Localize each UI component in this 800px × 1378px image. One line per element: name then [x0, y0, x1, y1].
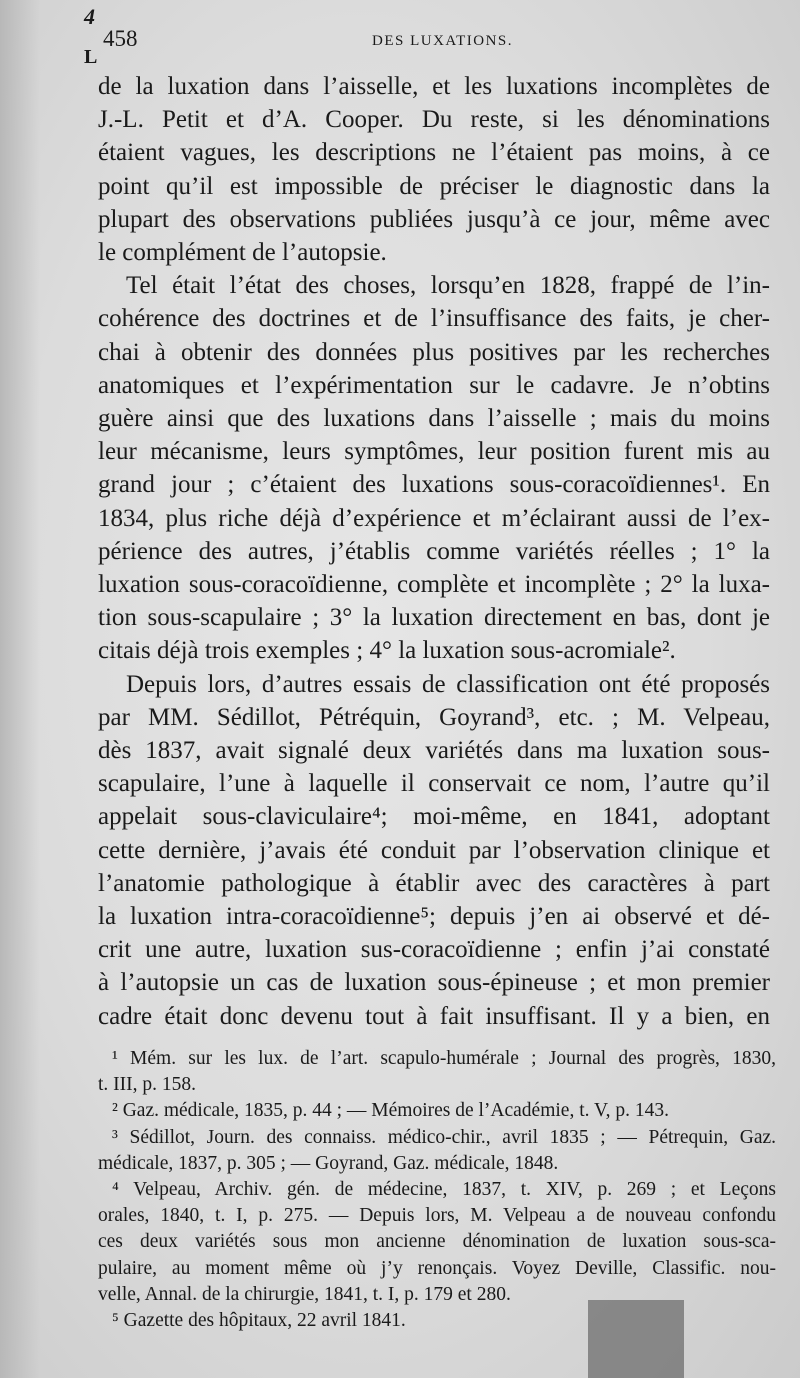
text-line: dès 1837, avait signalé deux variétés dans ma luxation sous- [98, 737, 770, 765]
text-line: anatomiques et l’expérimentation sur le cadavre. Je n’obtins [98, 371, 770, 399]
text-line: l’anatomie pathologique à établir avec des caractères à part [98, 869, 770, 897]
text-line: la luxation intra-coracoïdienne⁵; depuis j’en ai observé et dé- [98, 903, 770, 931]
text-line: plupart des observations publiées jusqu’à ce jour, même avec [98, 205, 770, 233]
text-line: citais déjà trois exemples ; 4° la luxation sous-acromiale². [98, 637, 676, 665]
text-line: luxation sous-coracoïdienne, complète et incomplète ; 2° la luxa- [98, 571, 770, 599]
text-line: Tel était l’état des choses, lorsqu’en 1828, frappé de l’in- [126, 272, 770, 300]
text-line: grand jour ; c’étaient des luxations sous-coracoïdiennes¹. En [98, 471, 770, 499]
text-line: point qu’il est impossible de préciser le diagnostic dans la [98, 172, 770, 200]
text-line: tion sous-scapulaire ; 3° la luxation directement en bas, dont je [98, 604, 770, 632]
text-line: leur mécanisme, leurs symptômes, leur position furent mis au [98, 438, 770, 466]
footnote-line: orales, 1840, t. I, p. 275. — Depuis lors, M. Velpeau a de nouveau confondu [98, 1205, 776, 1227]
footnote-line: pulaire, au moment même où j’y renonçais. Voyez Deville, Classific. nou- [98, 1257, 776, 1279]
footnote-line: ⁴ Velpeau, Archiv. gén. de médecine, 1837, t. XIV, p. 269 ; et Leçons [112, 1179, 776, 1201]
text-line: crit une autre, luxation sus-coracoïdienne ; enfin j’ai constaté [98, 936, 770, 964]
text-line: périence des autres, j’établis comme variétés réelles ; 1° la [98, 537, 770, 565]
body-text [98, 70, 770, 1033]
margin-annotation: 4 [84, 4, 95, 29]
text-line: guère ainsi que des luxations dans l’aisselle ; mais du moins [98, 405, 770, 433]
text-line: 1834, plus riche déjà d’expérience et m’éclairant aussi de l’ex- [98, 504, 770, 532]
text-line: de la luxation dans l’aisselle, et les luxations incomplètes de [98, 73, 770, 100]
text-line: à l’autopsie un cas de luxation sous-épineuse ; et mon premier [98, 969, 770, 997]
text-line: J.-L. Petit et d’A. Cooper. Du reste, si les dénominations [98, 106, 770, 134]
text-line: Depuis lors, d’autres essais de classification ont été proposés [126, 670, 770, 698]
running-head: DES LUXATIONS. [372, 33, 513, 49]
footnote-line: ⁵ Gazette des hôpitaux, 22 avril 1841. [112, 1310, 406, 1332]
footnote-line: ces deux variétés sous mon ancienne dénomination de luxation sous-sca- [98, 1231, 776, 1253]
footnotes [98, 1046, 776, 1334]
text-line: appelait sous-claviculaire⁴; moi-même, en 1841, adoptant [98, 803, 770, 831]
footnote-line: médicale, 1837, p. 305 ; — Goyrand, Gaz. médicale, 1848. [98, 1152, 559, 1174]
footnote-line: ² Gaz. médicale, 1835, p. 44 ; — Mémoires de l’Académie, t. V, p. 143. [112, 1100, 669, 1122]
text-line: par MM. Sédillot, Pétréquin, Goyrand³, etc. ; M. Velpeau, [98, 703, 770, 731]
text-line: cohérence des doctrines et de l’insuffisance des faits, je cher- [98, 305, 770, 333]
text-line: le complément de l’autopsie. [98, 239, 387, 267]
footnote-line: t. III, p. 158. [98, 1074, 197, 1096]
text-line: cadre était donc devenu tout à fait insuffisant. Il y a bien, en [98, 1002, 770, 1030]
margin-annotation-letter: L [84, 46, 98, 68]
footnote-line: velle, Annal. de la chirurgie, 1841, t. I, p. 179 et 280. [98, 1283, 511, 1305]
page-gutter-shadow [0, 0, 40, 1378]
text-line: étaient vagues, les descriptions ne l’étaient pas moins, à ce [98, 139, 770, 167]
page-number: 458 [103, 26, 138, 51]
text-line: cette dernière, j’avais été conduit par l’observation clinique et [98, 836, 770, 864]
text-line: chai à obtenir des données plus positives par les recherches [98, 338, 770, 366]
footnote-line: ¹ Mém. sur les lux. de l’art. scapulo-humérale ; Journal des progrès, 1830, [112, 1048, 776, 1069]
text-line: scapulaire, l’une à laquelle il conservait ce nom, l’autre qu’il [98, 770, 770, 798]
scan-shadow [588, 1300, 684, 1378]
footnote-line: ³ Sédillot, Journ. des connaiss. médico-chir., avril 1835 ; — Pétrequin, Gaz. [112, 1126, 776, 1148]
